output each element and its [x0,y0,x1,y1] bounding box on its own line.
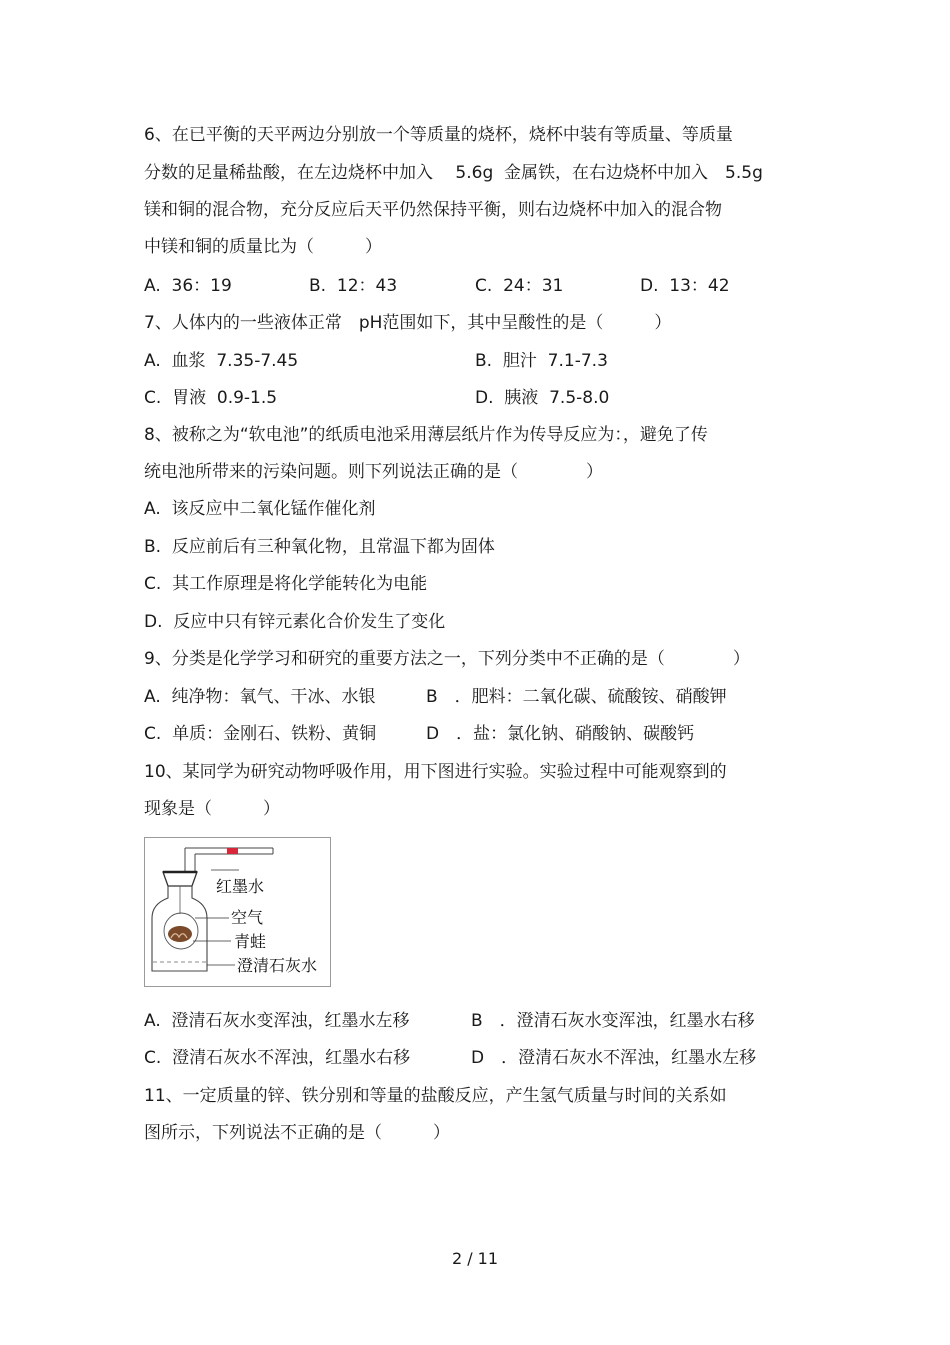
figure-label-red-ink: 红墨水 [216,877,265,896]
figure-label-frog: 青蛙 [234,932,267,951]
question-6-option-a: A. 36：19 [144,276,232,296]
question-7-option-d: D. 胰液 7.5-8.0 [475,388,610,408]
question-6-stem-line: 6、在已平衡的天平两边分别放一个等质量的烧杯，烧杯中装有等质量、等质量 [144,125,733,145]
experiment-figure [144,837,331,987]
question-10-option-c: C. 澄清石灰水不浑浊，红墨水右移 [144,1048,411,1068]
question-6-stem-line: 分数的足量稀盐酸，在左边烧杯中加入 5.6g 金属铁，在右边烧杯中加入 5.5g [144,163,763,183]
question-8-option-d: D. 反应中只有锌元素化合价发生了变化 [144,612,446,632]
question-10-option-b: B ．澄清石灰水变浑浊，红墨水右移 [471,1011,755,1031]
question-6-option-c: C. 24：31 [475,276,564,296]
question-7-option-c: C. 胃液 0.9-1.5 [144,388,278,408]
question-7-option-a: A. 血浆 7.35-7.45 [144,351,299,371]
question-11-stem-line: 图所示，下列说法不正确的是（ ） [144,1123,450,1143]
figure-label-limewater: 澄清石灰水 [237,956,318,975]
question-8-option-a: A. 该反应中二氧化锰作催化剂 [144,499,376,519]
question-8-stem-line: 统电池所带来的污染问题。则下列说法正确的是（ ） [144,462,603,482]
question-9-option-c: C. 单质：金刚石、铁粉、黄铜 [144,724,377,744]
page-number: 2 / 11 [451,1249,499,1268]
question-8-option-b: B. 反应前后有三种氧化物，且常温下都为固体 [144,537,495,557]
question-10-option-d: D ．澄清石灰水不浑浊，红墨水左移 [471,1048,757,1068]
question-9-option-d: D ．盐：氯化钠、硝酸钠、碳酸钙 [426,724,695,744]
question-8-stem-line: 8、被称之为“软电池”的纸质电池采用薄层纸片作为传导反应为：，避免了传 [144,425,708,445]
question-6-option-b: B. 12：43 [309,276,398,296]
question-9-option-b: B ．肥料：二氧化碳、硫酸铵、硝酸钾 [426,687,727,707]
question-6-stem-line: 镁和铜的混合物，充分反应后天平仍然保持平衡，则右边烧杯中加入的混合物 [144,200,722,220]
question-6-option-d: D. 13：42 [640,276,730,296]
figure-label-air: 空气 [231,908,264,927]
question-10-stem-line: 10、某同学为研究动物呼吸作用，用下图进行实验。实验过程中可能观察到的 [144,762,727,782]
question-9-option-a: A. 纯净物：氧气、干冰、水银 [144,687,376,707]
question-9-stem: 9、分类是化学学习和研究的重要方法之一，下列分类中不正确的是（ ） [144,649,750,669]
question-7-stem: 7、人体内的一些液体正常 pH范围如下，其中呈酸性的是（ ） [144,313,672,333]
question-10-option-a: A. 澄清石灰水变浑浊，红墨水左移 [144,1011,410,1031]
question-8-option-c: C. 其工作原理是将化学能转化为电能 [144,574,428,594]
question-11-stem-line: 11、一定质量的锌、铁分别和等量的盐酸反应，产生氢气质量与时间的关系如 [144,1086,727,1106]
question-7-option-b: B. 胆汁 7.1-7.3 [475,351,608,371]
question-6-stem-line: 中镁和铜的质量比为（ ） [144,237,382,257]
question-10-stem-line: 现象是（ ） [144,799,280,819]
red-ink-drop [227,848,238,854]
